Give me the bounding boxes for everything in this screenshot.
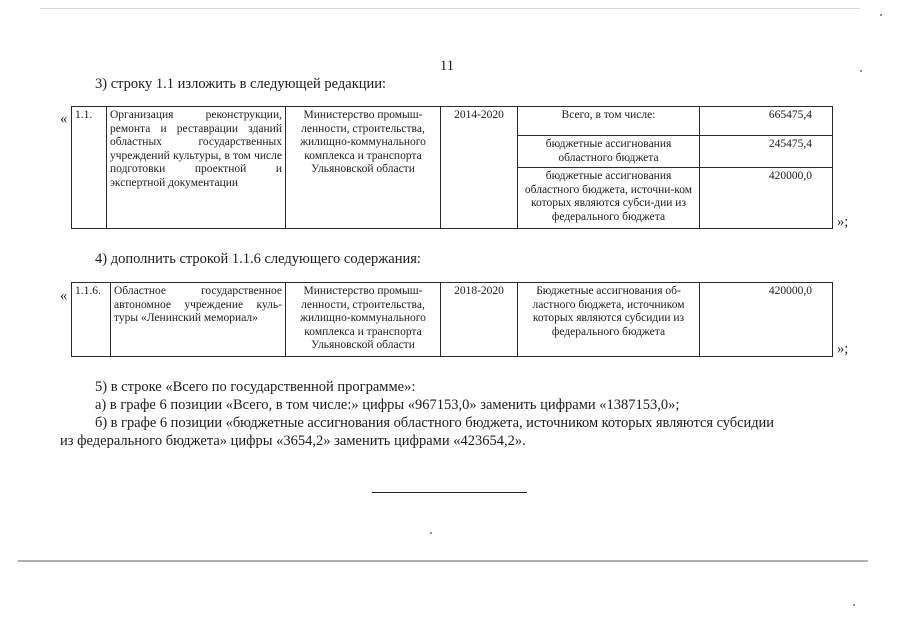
- table1-open-quote: «: [60, 111, 68, 127]
- page-number: 11: [440, 58, 454, 74]
- table1-row-value: 665475,4: [700, 107, 833, 136]
- table2-ministry: Министерство промыш-ленности, строительства, жилищно-коммунального комплекса и транспорта Ульяновской области: [286, 283, 441, 357]
- table1-name: Организация реконструкции, ремонта и реставрации зданий областных государственных учреждений культуры, в том числе подготовки проектной и экспертной документации: [107, 107, 286, 229]
- table1-row-value: 245475,4: [700, 136, 833, 168]
- table1-row-label: Всего, в том числе:: [518, 107, 700, 136]
- item-5-text: 5) в строке «Всего по государственной программе»:: [95, 379, 416, 395]
- table1-ministry: Министерство промыш-ленности, строительства, жилищно-коммунального комплекса и транспорта Ульяновской области: [286, 107, 441, 229]
- item-5a-text: а) в графе 6 позиции «Всего, в том числе:» цифры «967153,0» заменить цифрами «1387153,0»;: [95, 397, 680, 413]
- item-5b-text-line2: из федерального бюджета» цифры «3654,2» заменить цифрами «423654,2».: [60, 433, 526, 449]
- table2-label: Бюджетные ассигнования об-ластного бюджета, источником которых являются субсидии из федерального бюджета: [518, 283, 700, 357]
- table2-close-quote: »;: [837, 341, 849, 357]
- table2-num: 1.1.6.: [72, 283, 111, 357]
- scan-speck: [430, 532, 432, 534]
- item-5b-text-line1: б) в графе 6 позиции «бюджетные ассигнования областного бюджета, источником которых являются субсидии: [95, 415, 774, 431]
- scan-noise-bottom: [18, 560, 868, 562]
- end-separator-line: [372, 492, 527, 493]
- item-3-text: 3) строку 1.1 изложить в следующей редакции:: [95, 76, 387, 92]
- item-4-text: 4) дополнить строкой 1.1.6 следующего содержания:: [95, 251, 421, 267]
- scan-noise-top: [40, 8, 860, 9]
- table1-close-quote: »;: [837, 214, 849, 230]
- table1-years: 2014-2020: [441, 107, 518, 229]
- scan-speck: [880, 14, 882, 16]
- table2-years: 2018-2020: [441, 283, 518, 357]
- table2-value: 420000,0: [700, 283, 833, 357]
- table-row-1-1-6: [71, 282, 833, 357]
- table2-name: Областное государственное автономное учреждение куль-туры «Ленинский мемориал»: [111, 283, 286, 357]
- table1-row-label: бюджетные ассигнования областного бюджета, источни-ком которых являются субси-дии из федерального бюджета: [518, 168, 700, 229]
- scan-speck: [860, 70, 862, 72]
- scan-speck: [853, 604, 855, 606]
- table-row-1-1: [71, 106, 833, 229]
- table1-row-value: 420000,0: [700, 168, 833, 229]
- table1-num: 1.1.: [72, 107, 107, 229]
- table1-row-label: бюджетные ассигнования областного бюджета: [518, 136, 700, 168]
- table2-open-quote: «: [60, 288, 68, 304]
